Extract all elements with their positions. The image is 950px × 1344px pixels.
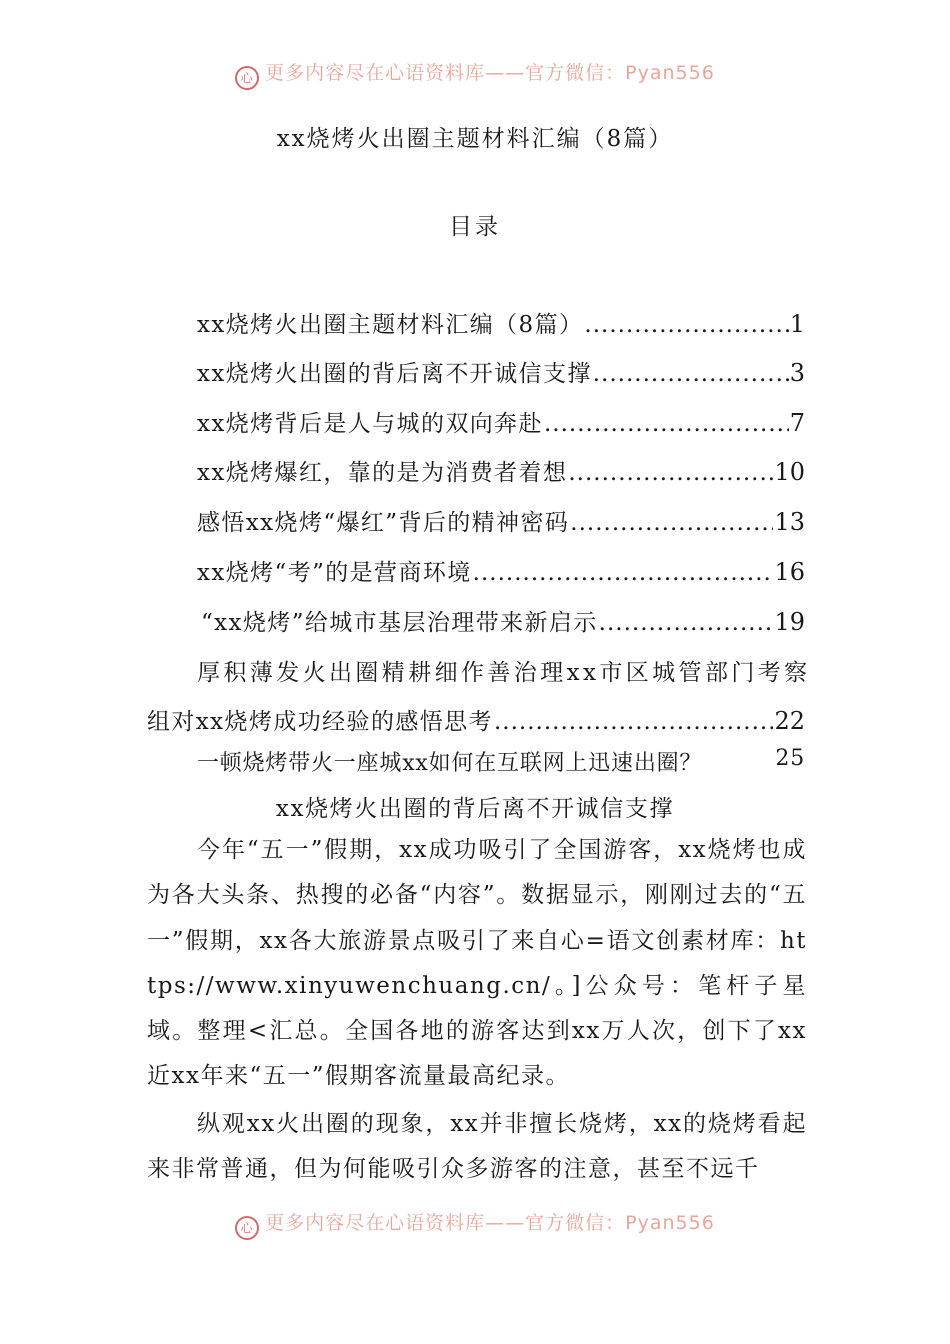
toc-leader xyxy=(568,460,773,486)
toc-entry[interactable] xyxy=(147,703,805,735)
toc-page-number: 25 xyxy=(775,746,805,771)
toc-entry-text: 组对xx烧烤成功经验的感悟思考 xyxy=(147,709,493,735)
toc-leader xyxy=(584,312,788,338)
watermark-text: 更多内容尽在心语资料库——官方微信：Pyan556 xyxy=(265,1212,715,1234)
toc-leader xyxy=(473,560,774,586)
toc-entry-text: “xx烧烤”给城市基层治理带来新启示 xyxy=(201,610,598,636)
watermark-logo-icon: 心 xyxy=(235,66,259,90)
toc-leader xyxy=(570,510,773,536)
toc-entry[interactable] xyxy=(197,554,805,586)
toc-entry[interactable] xyxy=(197,454,805,486)
toc-entry[interactable] xyxy=(197,355,805,387)
toc-page-number: 7 xyxy=(789,409,805,437)
toc-leader xyxy=(544,411,789,437)
toc-entry-text: xx烧烤背后是人与城的双向奔赴 xyxy=(197,411,543,437)
toc-leader xyxy=(599,610,774,636)
toc-entry-text: xx烧烤爆红，靠的是为消费者着想 xyxy=(197,460,568,486)
document-title: xx烧烤火出圈主题材料汇编（8篇） xyxy=(276,126,674,152)
article-title: xx烧烤火出圈的背后离不开诚信支撑 xyxy=(275,796,675,822)
toc-entry[interactable] xyxy=(197,405,805,437)
toc-entry[interactable] xyxy=(197,746,805,777)
toc-page-number: 19 xyxy=(774,608,805,636)
toc-entry[interactable] xyxy=(197,306,805,338)
toc-entry-text: 一顿烧烤带火一座城xx如何在互联网上迅速出圈？ xyxy=(197,751,703,776)
toc-leader xyxy=(593,361,789,387)
toc-page-number: 13 xyxy=(774,508,805,536)
toc-entry[interactable] xyxy=(197,504,805,536)
watermark-text: 更多内容尽在心语资料库——官方微信：Pyan556 xyxy=(265,62,715,84)
toc-entry-text: 感悟xx烧烤“爆红”背后的精神密码 xyxy=(197,510,570,536)
toc-leader xyxy=(494,709,774,735)
toc-page-number: 3 xyxy=(789,359,805,387)
toc-entry[interactable] xyxy=(201,604,805,636)
article-paragraph: 今年“五一”假期，xx成功吸引了全国游客，xx烧烤也成为各大头条、热搜的必备“内容”。数据显示，刚刚过去的“五一”假期，xx各大旅游景点吸引了来自心=语文创素材库：https://www.xinyuwenchuang.cn/。]公众号：笔杆子星域。整理<汇总。全国各地的游客达到xx万人次，创下了xx近xx年来“五一”假期客流量最高纪录。 xyxy=(147,837,807,1090)
toc-entry-text: xx烧烤火出圈的背后离不开诚信支撑 xyxy=(197,361,592,387)
watermark-logo-icon: 心 xyxy=(235,1216,259,1240)
toc-page-number: 16 xyxy=(774,558,805,586)
toc-page-number: 10 xyxy=(774,458,805,486)
toc-heading: 目录 xyxy=(449,214,501,240)
toc-entry-text: xx烧烤“考”的是营商环境 xyxy=(197,560,472,586)
watermark-bottom xyxy=(0,1208,950,1240)
article-paragraph: 纵观xx火出圈的现象，xx并非擅长烧烤，xx的烧烤看起来非常普通，但为何能吸引众多游客的注意，甚至不远千 xyxy=(147,1111,807,1183)
toc-page-number: 1 xyxy=(789,310,805,338)
toc-entry-text-line1[interactable]: 厚积薄发火出圈精耕细作善治理xx市区城管部门考察 xyxy=(197,660,811,686)
watermark-top xyxy=(0,58,950,90)
toc-entry-text: xx烧烤火出圈主题材料汇编（8篇） xyxy=(197,312,584,338)
toc-page-number: 22 xyxy=(774,707,805,735)
